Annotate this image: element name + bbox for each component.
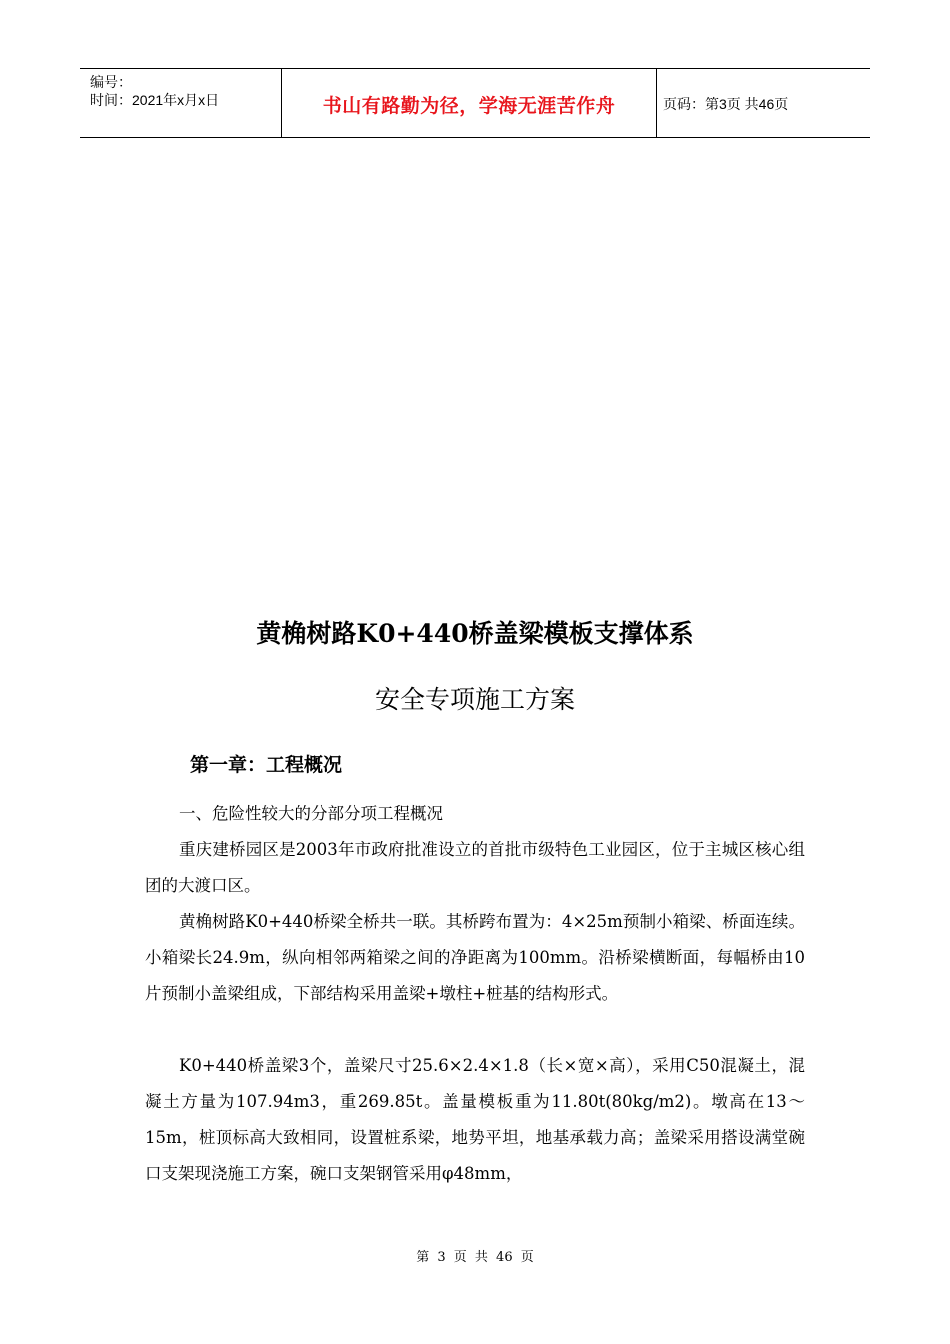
number-label: 编号：	[90, 74, 132, 90]
page-footer: 第 3 页 共 46 页	[416, 1250, 534, 1265]
document-subtitle: 安全专项施工方案	[374, 685, 575, 714]
paragraph: 重庆建桥园区是2003年市政府批准设立的首批市级特色工业园区，位于主城区核心组团的大渡口区。	[145, 840, 805, 895]
page-info: 页码：第3页 共46页	[663, 96, 789, 112]
paragraph: K0+440桥盖梁3个，盖梁尺寸25.6×2.4×1.8（长×宽×高），采用C50混凝土，混凝土方量为107.94m3，重269.85t。盖量模板重为11.80t(80kg/m2)。墩高在13～15m，桩顶标高大致相同，设置桩系梁，地势平坦，地基承载力高；盖梁采用搭设满堂碗口支架现浇施工方案，碗口支架钢管采用φ48mm，	[145, 1056, 805, 1183]
section-heading: 一、危险性较大的分部分项工程概况	[179, 804, 443, 823]
time-label: 时间：2021年x月x日	[90, 92, 220, 108]
chapter-heading: 第一章：工程概况	[190, 754, 343, 776]
motto-text: 书山有路勤为径，学海无涯苦作舟	[322, 95, 616, 117]
header-page-cell	[657, 69, 870, 137]
paragraph: 黄桷树路K0+440桥梁全桥共一联。其桥跨布置为：4×25m预制小箱梁、桥面连续。小箱梁长24.9m，纵向相邻两箱梁之间的净距离为100mm。沿桥梁横断面，每幅桥由10片预制小盖梁组成，下部结构采用盖梁+墩柱+桩基的结构形式。	[145, 912, 805, 1003]
header-table	[80, 68, 870, 138]
header-motto-cell	[282, 69, 657, 137]
document-title: 黄桷树路K0+440桥盖梁模板支撑体系	[256, 619, 694, 648]
header-meta-cell	[80, 69, 282, 137]
